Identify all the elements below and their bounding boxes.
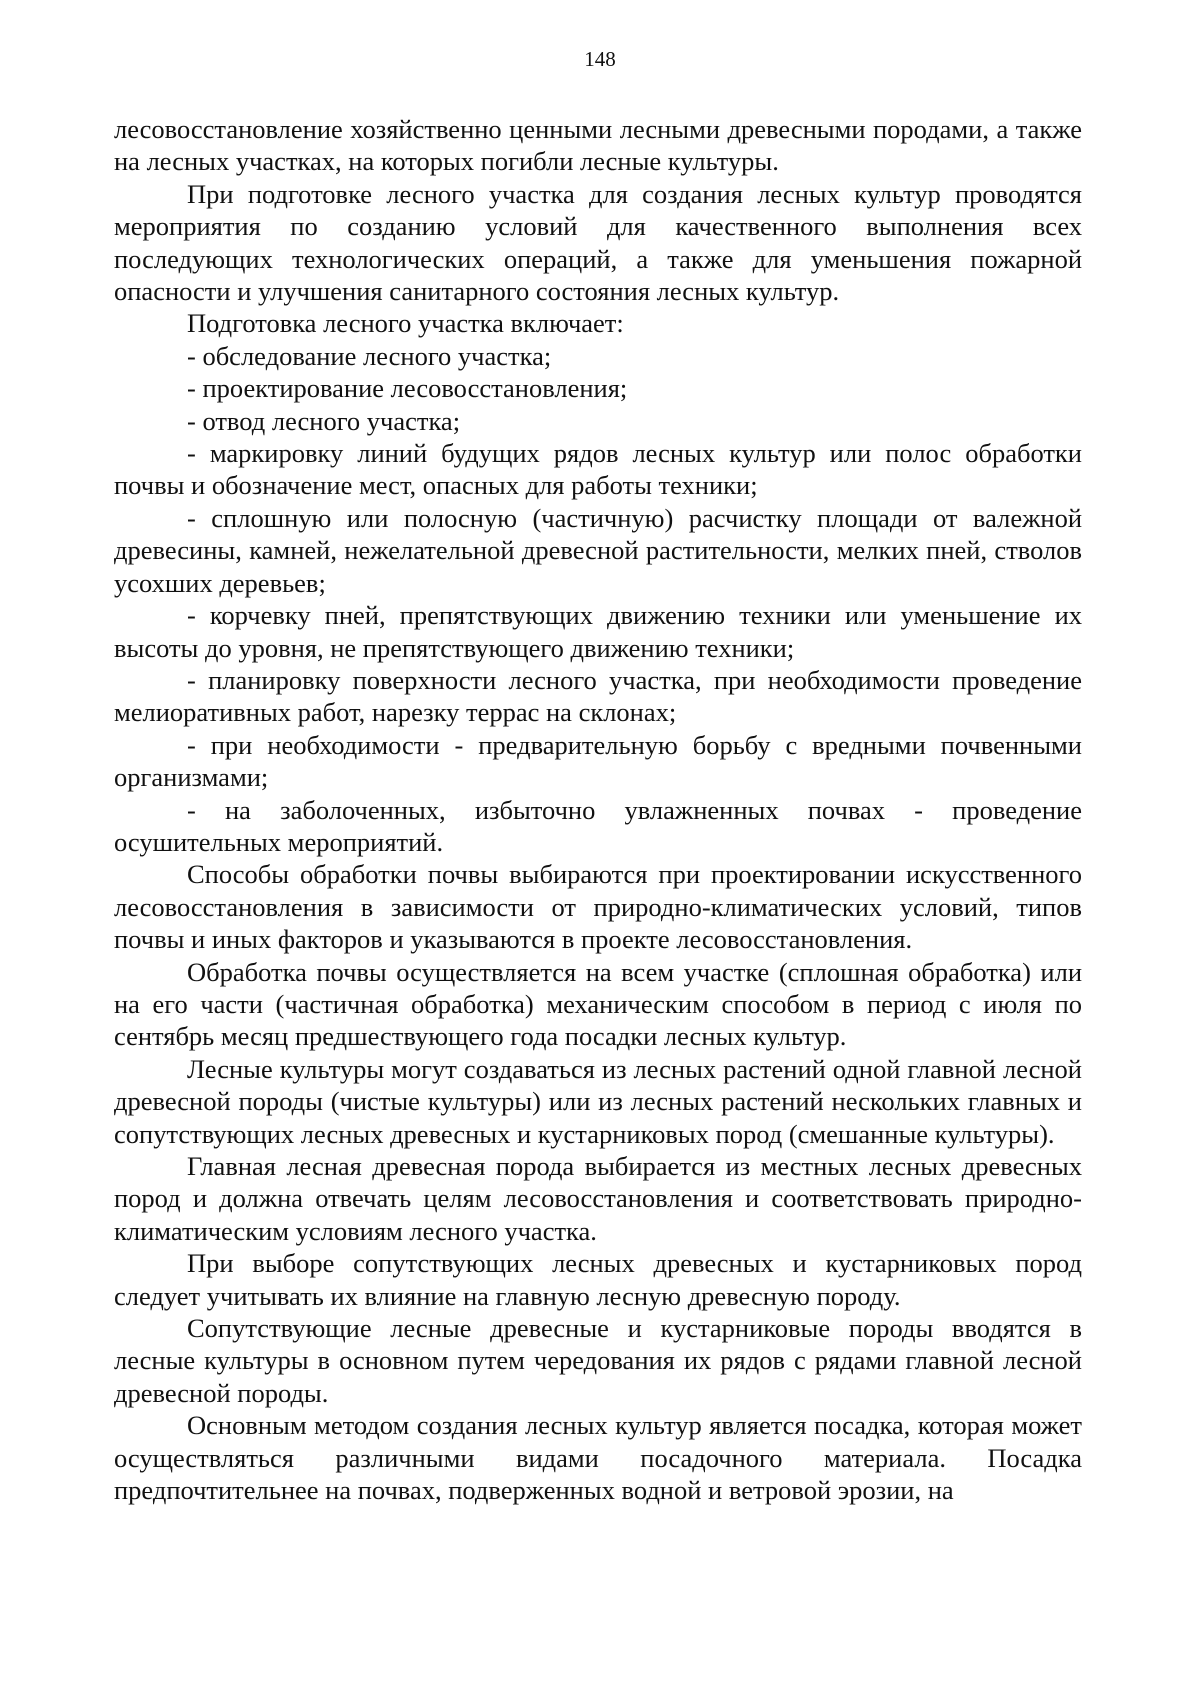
- paragraph: Обработка почвы осуществляется на всем участке (сплошная обработка) или на его части (частичная обработка) механическим способом в период с июля по сентябрь месяц предшествующего года посадки лесных культур.: [114, 956, 1082, 1052]
- list-item: - корчевку пней, препятствующих движению техники или уменьшение их высоты до уровня, не препятствующего движению техники;: [114, 600, 1082, 663]
- list-intro: Подготовка лесного участка включает:: [187, 308, 624, 339]
- paragraph: При выборе сопутствующих лесных древесных и кустарниковых пород следует учитывать их влияние на главную лесную древесную породу.: [114, 1248, 1082, 1311]
- paragraph: При подготовке лесного участка для создания лесных культур проводятся мероприятия по созданию условий для качественного выполнения всех последующих технологических операций, а также для уменьшения пожарной опасности и улучшения санитарного состояния лесных культур.: [114, 178, 1082, 307]
- paragraph: Сопутствующие лесные древесные и кустарниковые породы вводятся в лесные культуры в основном путем чередования их рядов с рядами главной лесной древесной породы.: [114, 1313, 1082, 1408]
- paragraph: Способы обработки почвы выбираются при проектировании искусственного лесовосстановления в зависимости от природно-климатических условий, типов почвы и иных факторов и указываются в проекте лесовосстановления.: [114, 859, 1082, 955]
- list-item: - на заболоченных, избыточно увлажненных почвах - проведение осушительных мероприятий.: [114, 794, 1082, 857]
- list-item: - сплошную или полосную (частичную) расчистку площади от валежной древесины, камней, нежелательной древесной растительности, мелких пней, стволов усохших деревьев;: [114, 502, 1082, 598]
- list-item: - маркировку линий будущих рядов лесных культур или полос обработки почвы и обозначение мест, опасных для работы техники;: [114, 438, 1082, 501]
- paragraph: Основным методом создания лесных культур является посадка, которая может осуществляться различными видами посадочного материала. Посадка предпочтительнее на почвах, подверженных водной и ветровой эрозии, на: [114, 1410, 1082, 1506]
- paragraph: Главная лесная древесная порода выбирается из местных лесных древесных пород и должна отвечать целям лесовосстановления и соответствовать природно-климатическим условиям лесного участка.: [114, 1151, 1082, 1246]
- list-item: - при необходимости - предварительную борьбу с вредными почвенными организмами;: [114, 729, 1082, 793]
- list-item: - проектирование лесовосстановления;: [187, 373, 628, 404]
- body-text: [114, 113, 1082, 1506]
- list-item: - планировку поверхности лесного участка, при необходимости проведение мелиоративных работ, нарезку террас на склонах;: [114, 664, 1082, 728]
- list-item: - отвод лесного участка;: [187, 405, 461, 436]
- paragraph: Лесные культуры могут создаваться из лесных растений одной главной лесной древесной породы (чистые культуры) или из лесных растений нескольких главных и сопутствующих лесных древесных и кустарниковых пород (смешанные культуры).: [114, 1053, 1082, 1149]
- list-item: - обследование лесного участка;: [187, 340, 552, 371]
- page-number: 148: [584, 47, 616, 71]
- paragraph-continuation: лесовосстановление хозяйственно ценными лесными древесными породами, а также на лесных участках, на которых погибли лесные культуры.: [114, 114, 1082, 177]
